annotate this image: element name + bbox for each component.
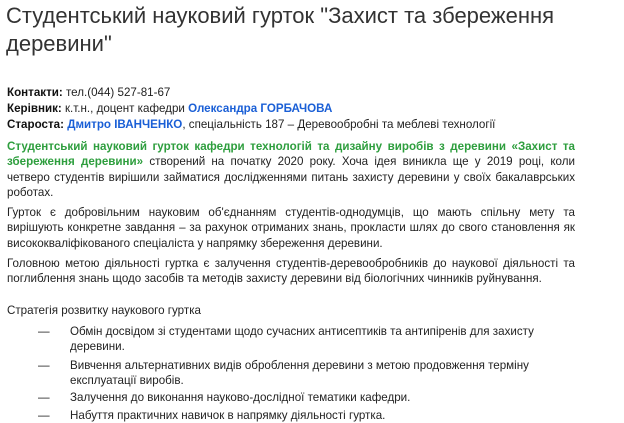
head-line (7, 101, 332, 116)
dash-marker: — (38, 391, 50, 404)
leader-line (7, 117, 495, 132)
intro-text: створений на початку 2020 року. Хоча ідея виникла ще у 2019 році, коли четверо студентів вирішили займатися дослідженнями питань захисту деревини у своїх бакалаврських роботах. (7, 155, 575, 199)
dash-marker: — (38, 359, 50, 372)
list-item-text: Набуття практичних навичок в напрямку діяльності гуртка. (70, 409, 386, 422)
strategy-title: Стратегія розвитку наукового гуртка (7, 304, 201, 317)
leader-name-link[interactable]: Дмитро ІВАНЧЕНКО (67, 118, 183, 131)
contacts-line (7, 85, 170, 100)
dash-marker: — (38, 409, 50, 422)
leader-specialty: , спеціальність 187 – Деревообробні та меблеві технології (182, 118, 496, 131)
list-item-text: Обмін досвідом зі студентами щодо сучасних антисептиків та антипіренів для захисту деревини. (70, 325, 534, 354)
head-label: Керівник: (7, 102, 62, 115)
intro-highlight: Студентський науковий гурток кафедри технологій та дизайну виробів з деревини «Захист та збереження деревини» (7, 140, 575, 169)
goal-paragraph: Головною метою діяльності гуртка є залучення студентів-деревообробників до наукової діяльності та поглиблення знань щодо засобів та методів захисту деревини від біологічних чинників руйнування. (7, 257, 575, 286)
leader-label: Староста: (7, 118, 64, 131)
page-title: Студентський науковий гурток "Захист та збереження деревини" (6, 3, 555, 56)
description-paragraph: Гурток є добровільним науковим об'єднанням студентів-однодумців, що мають спільну мету та вирішують конкретне завдання – за рахунок отриманих знань, прокласти шлях до свого становлення як висококваліфікованого спеціаліста у напрямку збереження деревини. (7, 206, 575, 250)
head-name-link[interactable]: Олександра ГОРБАЧОВА (188, 102, 333, 115)
list-item-text: Вивчення альтернативних видів оброблення деревини з метою продовження терміну експлуатації виробів. (70, 359, 529, 388)
contacts-label: Контакти: (7, 86, 63, 99)
dash-marker: — (38, 325, 50, 338)
head-position: к.т.н., доцент кафедри (61, 102, 189, 115)
intro-paragraph (7, 139, 575, 200)
contacts-phone: тел.(044) 527-81-67 (62, 86, 171, 99)
list-item-text: Залучення до виконання науково-дослідної тематики кафедри. (70, 391, 411, 404)
